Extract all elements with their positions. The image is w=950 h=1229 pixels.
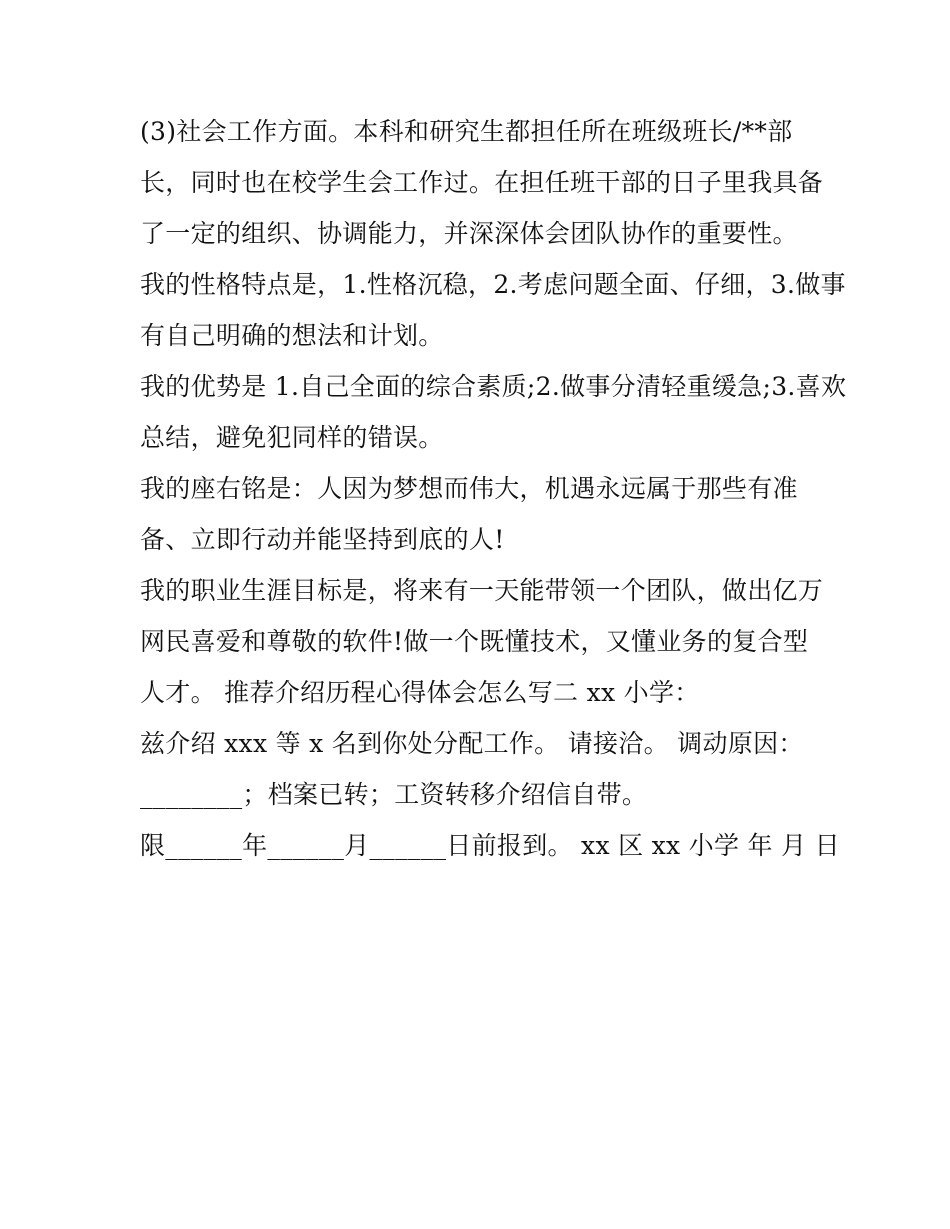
text-line: 我的性格特点是，1.性格沉稳，2.考虑问题全面、仔细，3.做事: [140, 270, 846, 299]
text-line: 限______年______月______日前报到。 xx 区 xx 小学 年 月 日: [140, 831, 840, 860]
text-line: ________；档案已转；工资转移介绍信自带。: [140, 780, 648, 809]
text-line: 网民喜爱和尊敬的软件!做一个既懂技术，又懂业务的复合型: [140, 627, 809, 656]
text-line: 我的优势是 1.自己全面的综合素质;2.做事分清轻重缓急;3.喜欢: [140, 372, 847, 401]
text-line: 人才。 推荐介绍历程心得体会怎么写二 xx 小学：: [140, 678, 700, 707]
text-line: (3)社会工作方面。本科和研究生都担任所在班级班长/**部: [140, 117, 793, 146]
text-line: 总结，避免犯同样的错误。: [140, 423, 444, 452]
text-line: 我的职业生涯目标是，将来有一天能带领一个团队，做出亿万: [140, 576, 824, 605]
text-line: 兹介绍 xxx 等 x 名到你处分配工作。 请接洽。 调动原因：: [140, 729, 804, 758]
text-line: 我的座右铭是：人因为梦想而伟大，机遇永远属于那些有准: [140, 474, 798, 503]
text-line: 了一定的组织、协调能力，并深深体会团队协作的重要性。: [140, 219, 798, 248]
text-line: 备、立即行动并能坚持到底的人!: [140, 525, 505, 554]
document-body: [140, 106, 847, 871]
text-line: 有自己明确的想法和计划。: [140, 321, 444, 350]
text-line: 长，同时也在校学生会工作过。在担任班干部的日子里我具备: [140, 168, 824, 197]
